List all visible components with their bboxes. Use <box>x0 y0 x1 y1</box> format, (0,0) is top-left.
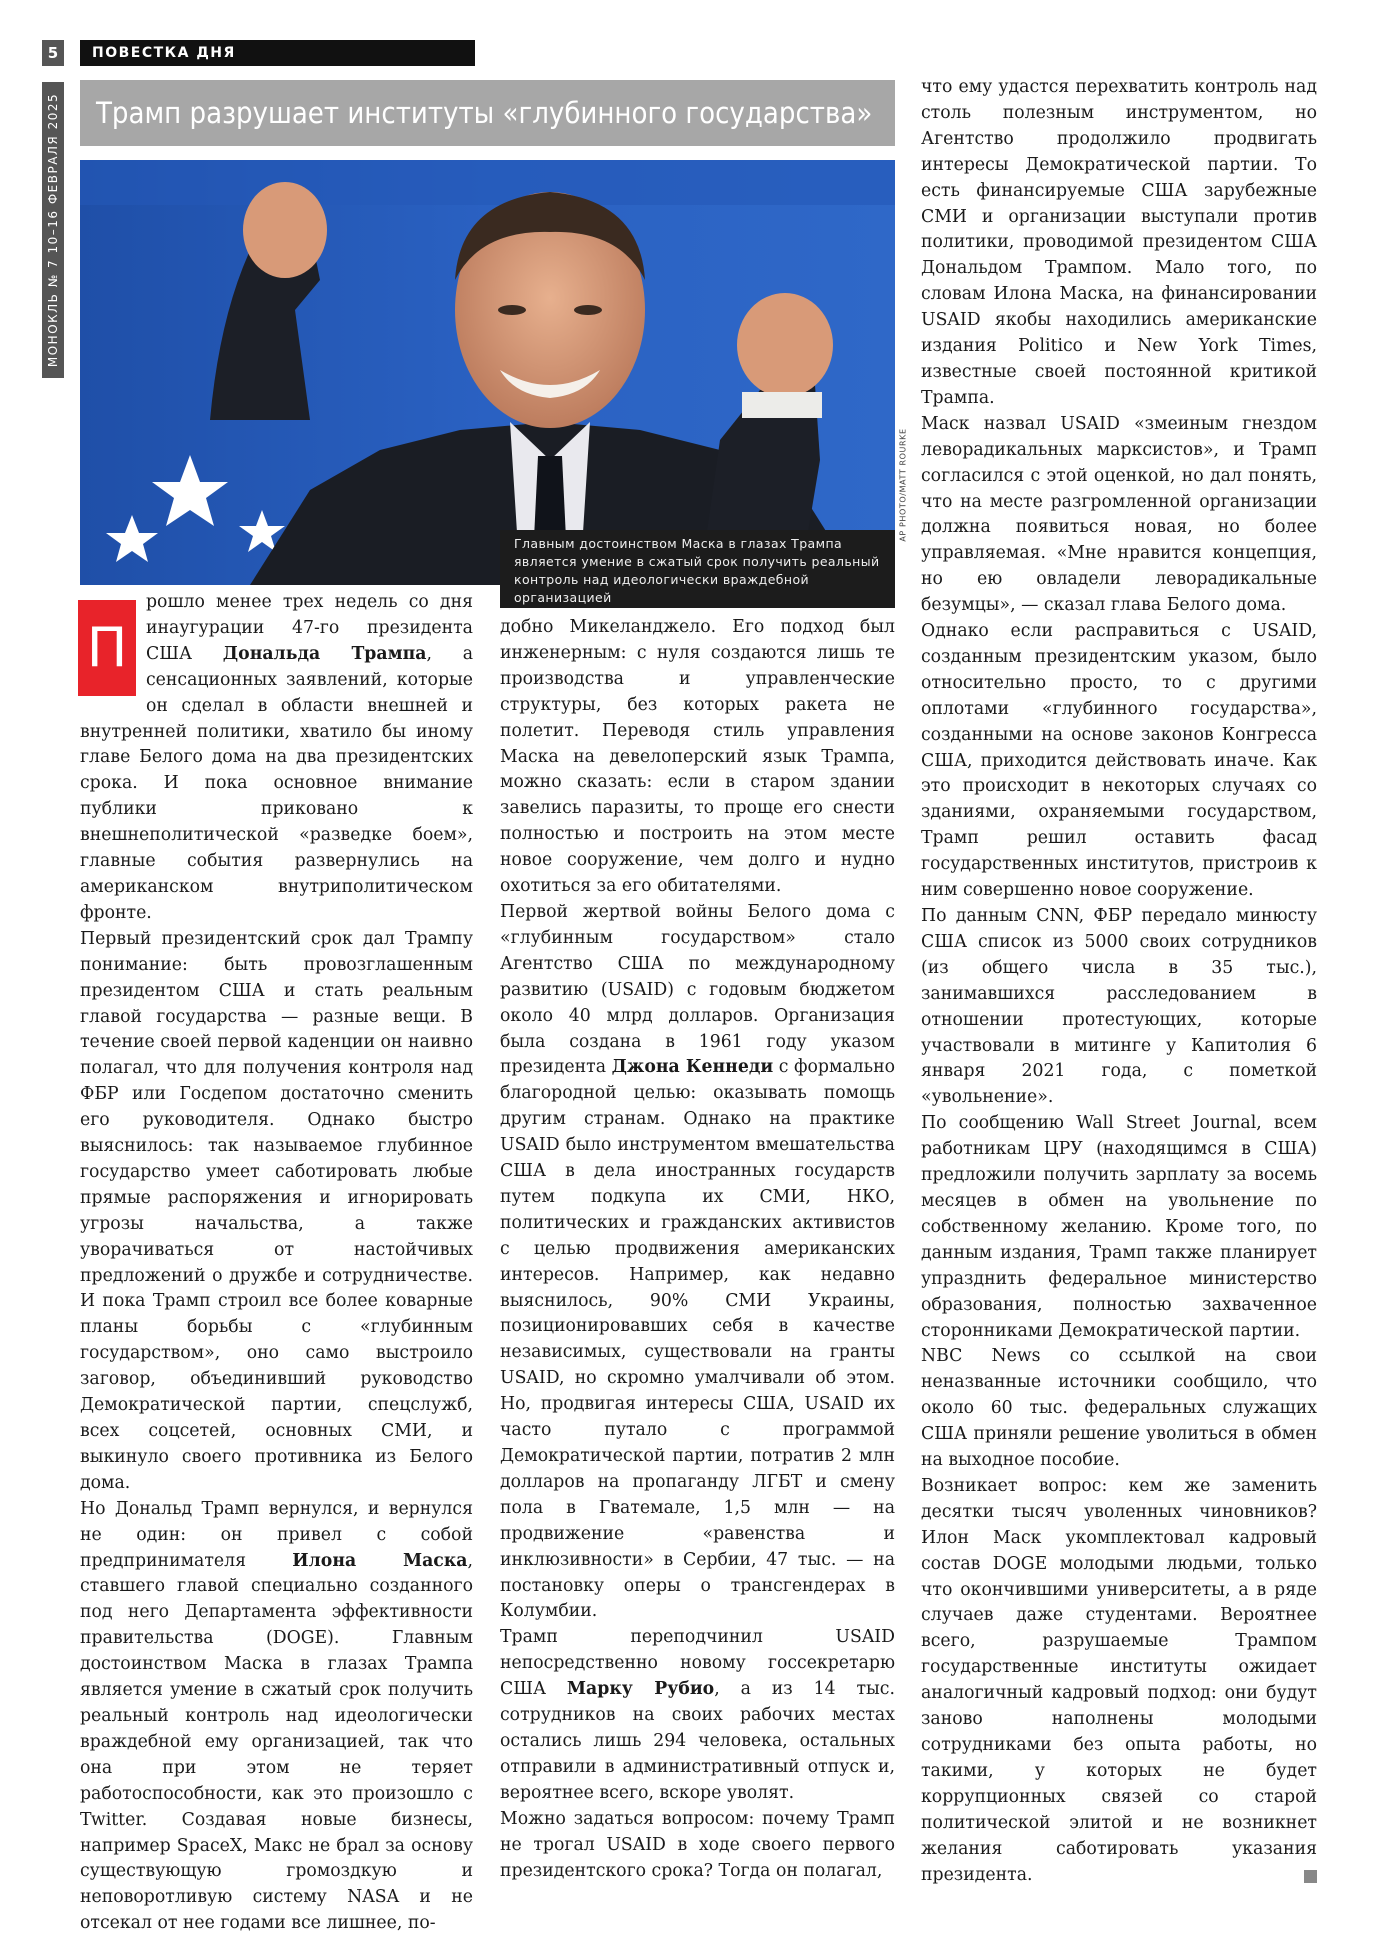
paragraph: По данным CNN, ФБР передало минюсту США список из 5000 своих сотрудников (из общего числа в 35 тыс.), занимавшихся расследованием в отношении протестующих, которые участвовали в митинге у Капитолия 6 января 2021 года, с пометкой «увольнение». <box>921 906 1317 1108</box>
paragraph: Однако если расправиться с USAID, созданным президентским указом, было относительно просто, то с другими оплотами «глубинного государства», созданными на основе законов Конгресса США, приходится действовать иначе. Как это происходит в некоторых случаях со зданиями, охраняемыми государством, Трамп решил оставить фасад государственных институтов, пристроив к ним совершенно новое сооружение. <box>921 621 1317 901</box>
paragraph: добно Микеланджело. Его подход был инженерным: с нуля создаются лишь те производства и управленческие структуры, без которых ракета не полетит. Переводя стиль управления Маска на девелоперский язык Трампа, можно сказать: если в старом здании завелись паразиты, то проще его снести полностью и построить на этом месте новое сооружение, чем долго и нудно охотиться за его обитателями. <box>500 617 895 897</box>
section-label: ПОВЕСТКА ДНЯ <box>80 40 475 66</box>
paragraph: Трамп переподчинил USAID непосредственно новому госсекретарю США Марку Рубио, а из 14 тыс. сотрудников на своих рабочих местах остались лишь 294 человека, остальных отправили в административный отпуск и, вероятнее всего, вскоре уволят. <box>500 1627 895 1803</box>
issue-info: МОНОКЛЬ № 7 10–16 ФЕВРАЛЯ 2025 <box>46 92 60 368</box>
paragraph: Первой жертвой войны Белого дома с «глубинным государством» стало Агентство США по международному развитию (USAID) с годовым бюджетом около 40 млрд долларов. Организация была создана в 1961 году указом президента Джона Кеннеди с формально благородной целью: оказывать помощь другим странам. Однако на практике USAID было инструментом вмешательства США в дела иностранных государств путем подкупа их СМИ, НКО, политических и гражданских активистов с целью продвижения американских интересов. Например, как недавно выяснилось, 90% СМИ Украины, позиционировавших себя в качестве независимых, существовали на гранты USAID, но скромно умалчивали об этом. Но, продвигая интересы США, USAID их часто путало с программой Демократической партии, потратив 2 млн долларов на пропаганду ЛГБТ и смену пола в Гватемале, 1,5 млн — на продвижение «равенства и инклюзивности» в Сербии, 47 тыс. — на постановку оперы о трансгендерах в Колумбии. <box>500 901 895 1622</box>
photo-credit-strip <box>896 430 910 540</box>
paragraph: рошло менее трех недель со дня инаугурации 47-го президента США Дональда Трампа, а сенсационных заявлений, которые он сделал в области внешней и внутренней политики, хватило бы иному главе Белого дома на два президентских срока. И пока основное внимание публики приковано к внешнеполитической «разведке боем», главные события развернулись на американском внутриполитическом фронте. <box>80 592 474 923</box>
drop-cap: П <box>78 600 136 696</box>
paragraph: Маск назвал USAID «змеиным гнездом леворадикальных марксистов», и Трамп согласился с этой оценкой, но дал понять, что на месте разгромленной организации должна появиться новая, но более управляемая. «Мне нравится концепция, но ею овладели леворадикальные безумцы», — сказал глава Белого дома. <box>921 413 1317 616</box>
paragraph: Можно задаться вопросом: почему Трамп не трогал USAID в ходе своего первого президентского срока? Тогда он полагал, <box>500 1808 895 1881</box>
article-column-1 <box>80 590 473 1937</box>
paragraph: Первый президентский срок дал Трампу понимание: быть провозглашенным президентом США и стать реальным главой государства — разные вещи. В течение своей первой каденции он наивно полагал, что для получения контроля над ФБР или Госдепом достаточно сменить его руководителя. Однако быстро выяснилось: так называемое глубинное государство умеет саботировать любые прямые распоряжения и игнорировать угрозы начальства, а также уворачиваться от настойчивых предложений о дружбе и сотрудничестве. И пока Трамп строил все более коварные планы борьбы с «глубинным государством», оно само выстроило заговор, объединивший руководство Демократической партии, спецслужб, всех соцсетей, основных СМИ, и выкинуло своего противника из Белого дома. <box>80 928 473 1493</box>
paragraph: Но Дональд Трамп вернулся, и вернулся не один: он привел с собой предпринимателя Илона Маска, ставшего главой специально созданного под него Департамента эффективности правительства (DOGE). Главным достоинством Маска в глазах Трампа является умение в сжатый срок получить реальный контроль над идеологически враждебной ему организацией, так что она при этом не теряет работоспособности, как это произошло с Twitter. Создавая новые бизнесы, например SpaceX, Макс не брал за основу существующую громоздкую и неповоротливую систему NASA и не отсекал от нее годами все лишнее, по- <box>80 1498 473 1934</box>
photo-credit: AP PHOTO/MATT ROURKE <box>898 428 908 542</box>
article-title: Трамп разрушает институты «глубинного государства» <box>80 80 895 146</box>
article-column-3 <box>921 75 1317 1888</box>
page-number: 5 <box>42 40 64 66</box>
paragraph: NBC News со ссылкой на свои неназванные источники сообщило, что около 60 тыс. федеральных служащих США приняли решение уволиться в обмен на выходное пособие. <box>921 1346 1317 1471</box>
article-column-2 <box>500 615 895 1884</box>
paragraph: По сообщению Wall Street Journal, всем работникам ЦРУ (находящимся в США) предложили получить зарплату за восемь месяцев в обмен на увольнение по собственному желанию. Кроме того, по данным издания, Трамп также планирует упразднить федеральное министерство образования, полностью захваченное сторонниками Демократической партии. <box>921 1113 1317 1341</box>
end-of-article-mark <box>1304 1870 1317 1883</box>
article-photo <box>80 160 895 585</box>
paragraph: Возникает вопрос: кем же заменить десятки тысяч уволенных чиновников? Илон Маск укомплектовал кадровый состав DOGE молодыми людьми, только что окончившими университеты, а в ряде случаев даже студентами. Вероятнее всего, разрушаемые Трампом государственные институты ожидает аналогичный кадровый подход: они будут заново наполнены молодыми сотрудниками без опыта работы, но такими, у которых не будет коррупционных связей со старой политической элитой и не возникнет желания саботировать указания президента. <box>921 1475 1317 1885</box>
paragraph: что ему удастся перехватить контроль над столь полезным инструментом, но Агентство продолжило продвигать интересы Демократической партии. То есть финансируемые США зарубежные СМИ и организации выступали против политики, проводимой президентом США Дональдом Трампом. Мало того, по словам Илона Маска, на финансировании USAID якобы находились американские издания Politico и New York Times, известные своей постоянной критикой Трампа. <box>921 77 1317 408</box>
issue-info-strip <box>42 82 64 378</box>
photo-caption: Главным достоинством Маска в глазах Трампа является умение в сжатый срок получить реальный контроль над идеологически враждебной организацией <box>500 530 895 608</box>
